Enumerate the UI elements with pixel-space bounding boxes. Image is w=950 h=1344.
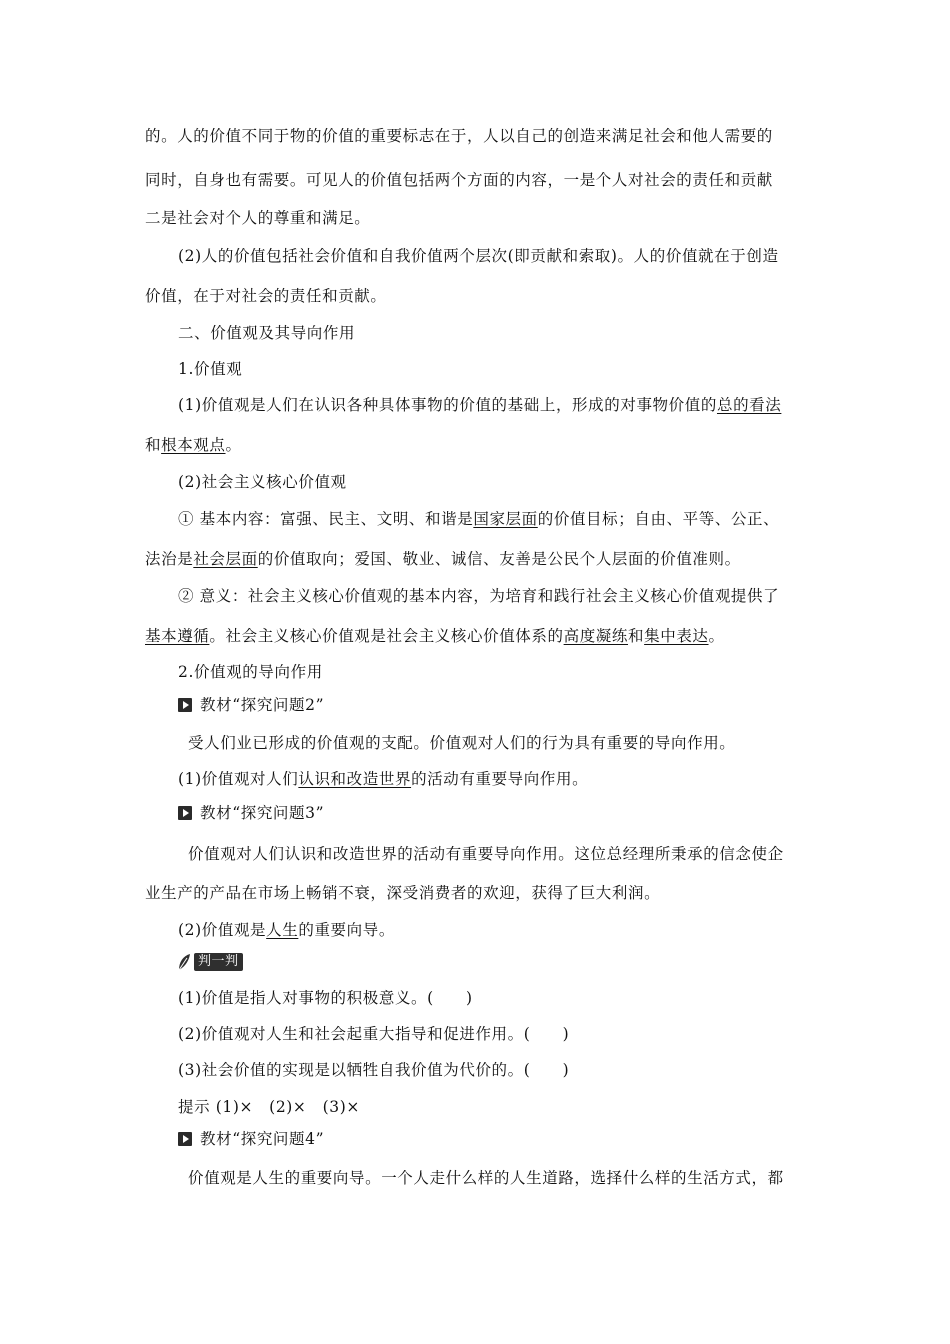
textbook-tag: 教材“探究问题4” bbox=[178, 1127, 808, 1151]
quiz-question: (3)社会价值的实现是以牺牲自我价值为代价的。( ) bbox=[178, 1061, 570, 1079]
textbook-tag: 教材“探究问题3” bbox=[178, 801, 808, 825]
judge-badge: 判一判 bbox=[194, 953, 243, 971]
underlined-term: 高度凝练 bbox=[563, 627, 629, 645]
underlined-term: 集中表达 bbox=[644, 627, 709, 645]
subheading: 1.价值观 bbox=[178, 360, 243, 378]
paragraph-line: 同时，自身也有需要。可见人的价值包括两个方面的内容，一是个人对社会的责任和贡献 bbox=[145, 171, 773, 189]
paragraph-line: 业生产的产品在市场上畅销不衰，深受消费者的欢迎，获得了巨大利润。 bbox=[145, 884, 661, 902]
play-triangle-icon bbox=[178, 806, 192, 820]
paragraph-line: 价值，在于对社会的责任和贡献。 bbox=[145, 287, 387, 305]
paragraph-line: ① 基本内容：富强、民主、文明、和谐是国家层面的价值目标；自由、平等、公正、 bbox=[178, 510, 780, 528]
section-heading: 二、价值观及其导向作用 bbox=[178, 324, 356, 342]
paragraph-line: 基本遵循。社会主义核心价值观是社会主义核心价值体系的高度凝练和集中表达。 bbox=[145, 627, 725, 645]
quiz-hint: 提示 (1)× (2)× (3)× bbox=[178, 1098, 360, 1116]
paragraph-line: 受人们业已形成的价值观的支配。价值观对人们的行为具有重要的导向作用。 bbox=[188, 734, 736, 752]
paragraph-line: 和根本观点。 bbox=[145, 436, 242, 454]
underlined-term: 人生 bbox=[266, 921, 299, 939]
paragraph-line: (1)价值观对人们认识和改造世界的活动有重要导向作用。 bbox=[178, 770, 589, 788]
paragraph-line: 价值观是人生的重要向导。一个人走什么样的人生道路，选择什么样的生活方式，都 bbox=[188, 1169, 784, 1187]
paragraph-line: (1)价值观是人们在认识各种具体事物的价值的基础上，形成的对事物价值的总的看法 bbox=[178, 396, 782, 414]
textbook-tag: 教材“探究问题2” bbox=[178, 693, 808, 717]
paragraph-line: ② 意义：社会主义核心价值观的基本内容，为培育和践行社会主义核心价值观提供了 bbox=[178, 587, 780, 605]
quiz-question: (1)价值是指人对事物的积极意义。( ) bbox=[178, 989, 473, 1007]
paragraph-line: 的。人的价值不同于物的价值的重要标志在于，人以自己的创造来满足社会和他人需要的 bbox=[145, 127, 773, 145]
underlined-term: 根本观点 bbox=[161, 436, 226, 454]
quiz-question: (2)价值观对人生和社会起重大指导和促进作用。( ) bbox=[178, 1025, 570, 1043]
paragraph-line: 二是社会对个人的尊重和满足。 bbox=[145, 209, 371, 227]
leaf-icon bbox=[176, 953, 192, 971]
paragraph-line: 价值观对人们认识和改造世界的活动有重要导向作用。这位总经理所秉承的信念使企 bbox=[188, 845, 784, 863]
play-triangle-icon bbox=[178, 1132, 192, 1146]
underlined-term: 总的看法 bbox=[716, 396, 782, 414]
play-triangle-icon bbox=[178, 698, 192, 712]
paragraph-line: (2)人的价值包括社会价值和自我价值两个层次(即贡献和索取)。人的价值就在于创造 bbox=[178, 247, 779, 265]
underlined-term: 基本遵循 bbox=[145, 627, 210, 645]
judge-section-header bbox=[176, 952, 243, 972]
paragraph-line: (2)价值观是人生的重要向导。 bbox=[178, 921, 395, 939]
subheading: 2.价值观的导向作用 bbox=[178, 663, 323, 681]
subheading: (2)社会主义核心价值观 bbox=[178, 473, 347, 491]
underlined-term: 认识和改造世界 bbox=[298, 770, 412, 788]
paragraph-line: 法治是社会层面的价值取向；爱国、敬业、诚信、友善是公民个人层面的价值准则。 bbox=[145, 550, 741, 568]
underlined-term: 社会层面 bbox=[193, 550, 258, 568]
underlined-term: 国家层面 bbox=[473, 510, 538, 528]
